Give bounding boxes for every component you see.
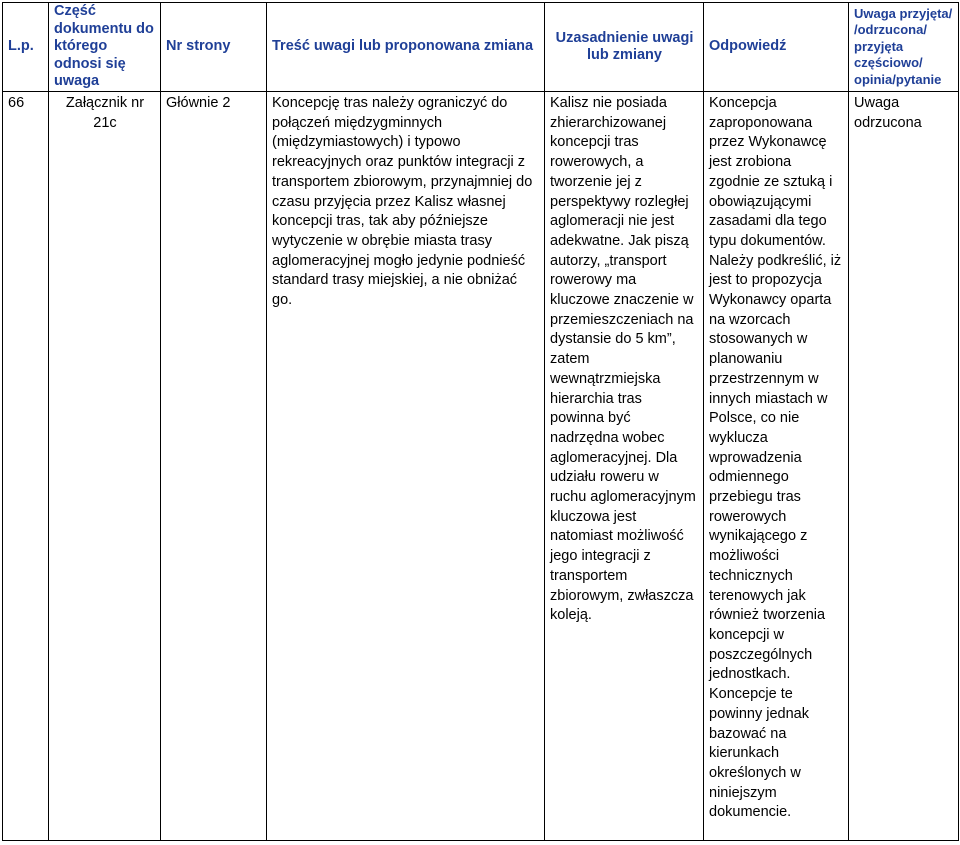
header-document-part: Część dokumentu do którego odnosi się uwaga [49,3,161,92]
remark-content-text: Koncepcję tras należy ograniczyć do połączeń międzygminnych (międzymiastowych) i typowo rekreacyjnych oraz punktów integracji z transportem zbiorowym, przynajmniej do czasu przyjęcia przez Kalisz własnej koncepcji tras, tak aby późniejsze wytyczenie w obrębie miasta trasy aglomeracyjnej mogło jedynie podnieść standard trasy miejskiej, a nie obniżać go. [272,95,533,309]
header-row [3,3,959,92]
table-body [3,92,959,841]
response-text: Koncepcja zaproponowana przez Wykonawcę jest zrobiona zgodnie ze sztuką i obowiązującymi zasadami dla tego typu dokumentów. Należy podkreślić, iż jest to propozycja Wykonawcy oparta na wzorcach stosowanych w planowaniu przestrzennym w innych miastach w Polsce, co nie wyklucza wprowadzenia odmiennego przebiegu tras rowerowych wynikającego z możliwości technicznych terenowych jak również tworzenia koncepcji w poszczególnych jednostkach. Koncepcje te powinny jednak bazować na kierunkach określonych w niniejszym dokumencie. [709,95,842,821]
header-remark-content: Treść uwagi lub proponowana zmiana [267,3,545,92]
justification-text: Kalisz nie posiada zhierarchizowanej koncepcji tras rowerowych, a tworzenie jej z perspektywy rozległej aglomeracji nie jest adekwatne. Jak piszą autorzy, „transport rowerowy ma kluczowe znaczenie w przemieszczeniach na dystansie do 5 km”, zatem wewnątrzmiejska hierarchia tras powinna być nadrzędna wobec aglomeracyjnej. Dla udziału roweru w ruchu aglomeracyjnym kluczowa jest natomiast możliwość jego integracji z transportem zbiorowym, zwłaszcza koleją. [550,95,696,624]
header-page-number: Nr strony [161,3,267,92]
lp-value: 66 [8,95,25,111]
header-lp: L.p. [3,3,49,92]
cell-response [704,92,849,841]
document-part-value: Załącznik nr 21c [65,95,145,131]
status-text: Uwaga odrzucona [854,95,922,131]
cell-status [849,92,959,841]
cell-page-number [161,92,267,841]
cell-justification [545,92,704,841]
header-justification: Uzasadnienie uwagi lub zmiany [545,3,704,92]
page-number-value: Głównie 2 [166,95,231,111]
table-header [3,3,959,92]
cell-lp [3,92,49,841]
remarks-table [2,2,959,841]
cell-remark-content [267,92,545,841]
table-row [3,92,959,841]
header-response: Odpowiedź [704,3,849,92]
cell-document-part [49,92,161,841]
header-status: Uwaga przyjęta/ /odrzucona/ przyjęta częściowo/ opinia/pytanie [849,3,959,92]
